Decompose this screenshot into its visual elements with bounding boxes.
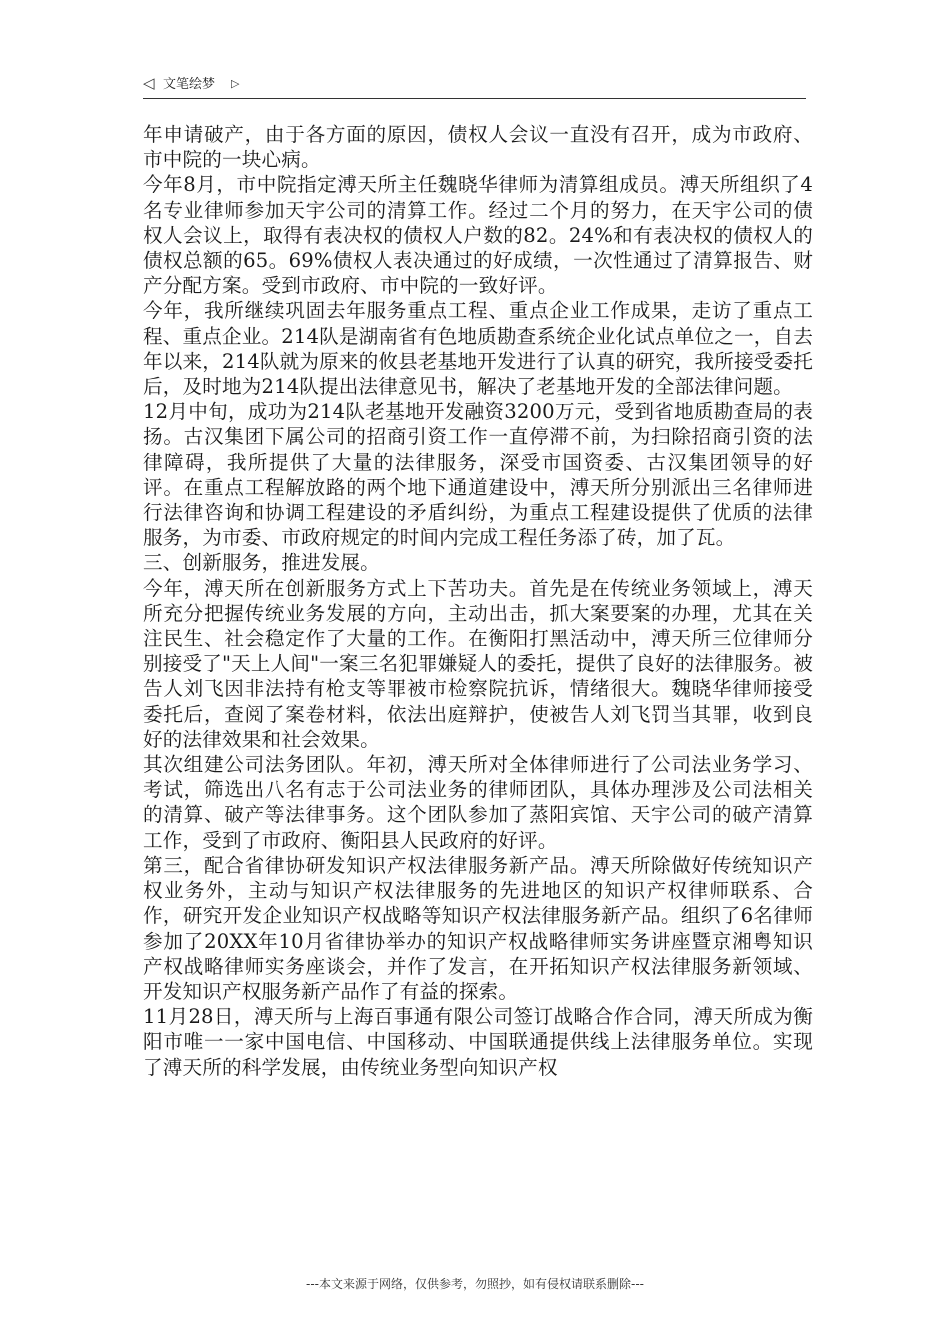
paragraph: 11月28日，溥天所与上海百事通有限公司签订战略合作合同，溥天所成为衡阳市唯一一家中国电信、中国移动、中国联通提供线上法律服务单位。实现了溥天所的科学发展，由传统业务型向知识产权	[143, 1005, 813, 1079]
paragraph: 年申请破产，由于各方面的原因，债权人会议一直没有召开，成为市政府、市中院的一块心病。	[143, 123, 813, 172]
paragraph: 今年8月，市中院指定溥天所主任魏晓华律师为清算组成员。溥天所组织了4名专业律师参加天宇公司的清算工作。经过二个月的努力，在天宇公司的债权人会议上，取得有表决权的债权人户数的82。24%和有表决权的债权人的债权总额的65。69%债权人表决通过的好成绩，一次性通过了清算报告、财产分配方案。受到市政府、市中院的一致好评。	[143, 173, 813, 298]
header-title: 文笔绘梦	[163, 77, 216, 92]
page-header	[143, 70, 806, 99]
paragraph: 12月中旬，成功为214队老基地开发融资3200万元，受到省地质勘查局的表扬。古汉集团下属公司的招商引资工作一直停滞不前，为扫除招商引资的法律障碍，我所提供了大量的法律服务，深受市国资委、古汉集团领导的好评。在重点工程解放路的两个地下通道建设中，溥天所分别派出三名律师进行法律咨询和协调工程建设的矛盾纠纷，为重点工程建设提供了优质的法律服务，为市委、市政府规定的时间内完成工程任务添了砖，加了瓦。	[143, 400, 813, 550]
paragraph: 今年，溥天所在创新服务方式上下苦功夫。首先是在传统业务领域上，溥天所充分把握传统业务发展的方向，主动出击，抓大案要案的办理，尤其在关注民生、社会稳定作了大量的工作。在衡阳打黑活动中，溥天所三位律师分别接受了"天上人间"一案三名犯罪嫌疑人的委托，提供了良好的法律服务。被告人刘飞因非法持有枪支等罪被市检察院抗诉，情绪很大。魏晓华律师接受委托后，查阅了案卷材料，依法出庭辩护，使被告人刘飞罚当其罪，收到良好的法律效果和社会效果。	[143, 576, 813, 751]
triangle-left-icon: ◁	[143, 74, 155, 92]
footer-disclaimer: ---本文来源于网络，仅供参考，勿照抄，如有侵权请联系删除---	[306, 1277, 644, 1291]
triangle-right-icon: ▷	[231, 77, 240, 90]
document-body	[143, 122, 813, 1080]
paragraph: 其次组建公司法务团队。年初，溥天所对全体律师进行了公司法业务学习、考试，筛选出八名有志于公司法业务的律师团队，具体办理涉及公司法相关的清算、破产等法律事务。这个团队参加了蒸阳宾馆、天宇公司的破产清算工作，受到了市政府、衡阳县人民政府的好评。	[143, 753, 813, 852]
paragraph: 第三，配合省律协研发知识产权法律服务新产品。溥天所除做好传统知识产权业务外，主动与知识产权法律服务的先进地区的知识产权律师联系、合作，研究开发企业知识产权战略等知识产权法律服务新产品。组织了6名律师参加了20XX年10月省律协举办的知识产权战略律师实务讲座暨京湘粤知识产权战略律师实务座谈会，并作了发言，在开拓知识产权法律服务新领域、开发知识产权服务新产品作了有益的探索。	[143, 853, 813, 1003]
paragraph: 今年，我所继续巩固去年服务重点工程、重点企业工作成果，走访了重点工程、重点企业。214队是湖南省有色地质勘查系统企业化试点单位之一，自去年以来，214队就为原来的攸县老基地开发进行了认真的研究，我所接受委托后，及时地为214队提出法律意见书，解决了老基地开发的全部法律问题。	[143, 299, 813, 399]
section-heading: 三、创新服务，推进发展。	[143, 551, 380, 575]
